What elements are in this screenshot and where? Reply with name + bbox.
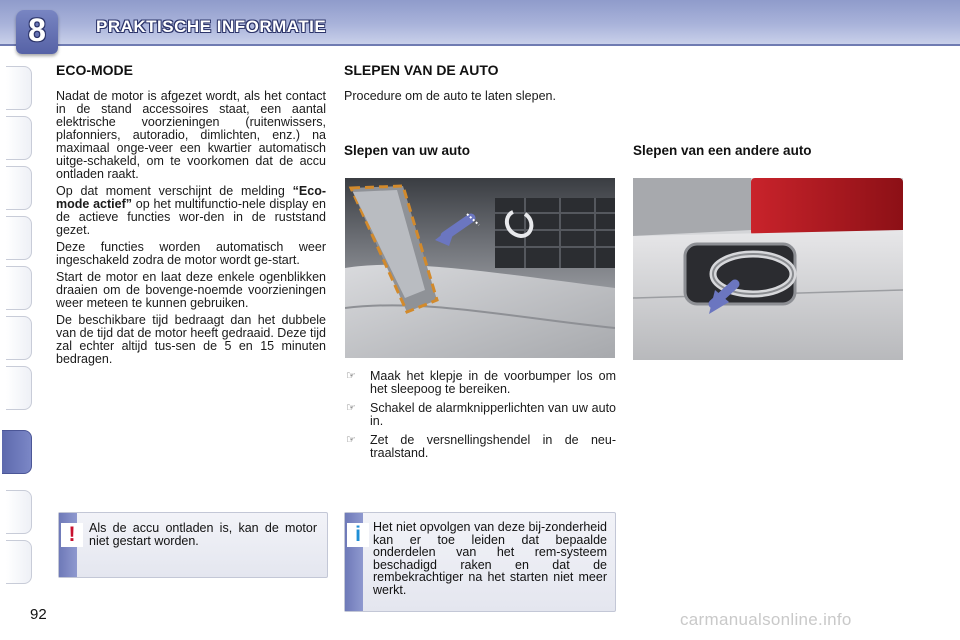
eco-mode-paragraph: Deze functies worden automatisch weer ingeschakeld zodra de motor wordt ge-start.	[56, 240, 326, 267]
eco-mode-section	[56, 62, 326, 370]
towing-title: SLEPEN VAN DE AUTO	[344, 62, 499, 78]
warning-icon: !	[61, 523, 83, 547]
watermark: carmanualsonline.info	[680, 610, 852, 629]
info-icon: i	[347, 523, 369, 547]
rail-tab-2[interactable]	[6, 116, 32, 160]
rail-tab-5[interactable]	[6, 266, 32, 310]
eco-mode-text: op het multifunctio-nele display en de actieve functies wor-den in de ruststand gezet.	[56, 197, 326, 237]
step-text: Zet de versnellingshendel in de neu-traalstand.	[370, 433, 616, 460]
rail-tab-10[interactable]	[6, 540, 32, 584]
info-note	[344, 512, 616, 612]
eco-mode-title: ECO-MODE	[56, 62, 133, 78]
hand-pointer-icon: ☞	[346, 434, 356, 446]
list-item	[344, 370, 616, 396]
eco-mode-paragraph: Start de motor en laat deze enkele ogenblikken draaien om de bovenge-noemde voorzieningen weer meteen te kunnen gebruiken.	[56, 270, 326, 310]
towing-section	[344, 62, 624, 103]
chapter-number: 8	[28, 12, 46, 48]
eco-mode-message: “Eco-mode actief”	[56, 184, 326, 211]
header-divider	[0, 44, 960, 46]
other-car-title: Slepen van een andere auto	[633, 143, 812, 158]
eco-mode-paragraph: Nadat de motor is afgezet wordt, als het contact in de stand accessoires staat, een aantal elektrische voorzieningen (ruitenwissers, plafonniers, autoradio, dimlichten, enz.) na maximaal onge-veer een kwartier automatisch uitge-schakeld, om te voorkomen dat de accu ontladen raakt.	[56, 89, 326, 181]
rail-tab-1[interactable]	[6, 66, 32, 110]
step-text: Schakel de alarmknipperlichten van uw auto in.	[370, 401, 616, 428]
hand-pointer-icon: ☞	[346, 370, 356, 382]
chapter-title: PRAKTISCHE INFORMATIE	[96, 17, 327, 36]
rail-tab-7[interactable]	[6, 366, 32, 410]
chapter-tab	[16, 10, 58, 54]
towing-intro: Procedure om de auto te laten slepen.	[344, 89, 556, 103]
chapter-rail	[0, 60, 34, 580]
own-car-title: Slepen van uw auto	[344, 143, 471, 158]
hand-pointer-icon: ☞	[346, 402, 356, 414]
towing-steps	[344, 370, 616, 466]
warning-note	[58, 512, 328, 578]
rail-tab-8-active[interactable]	[2, 430, 32, 474]
list-item	[344, 434, 616, 460]
bumper-flap-illustration	[345, 178, 615, 358]
rail-tab-9[interactable]	[6, 490, 32, 534]
rail-tab-4[interactable]	[6, 216, 32, 260]
eco-mode-paragraph: De beschikbare tijd bedraagt dan het dubbele van de tijd dat de motor heeft gedraaid. Deze tijd zal echter altijd tus-sen de 5 en 15 minuten bedragen.	[56, 313, 326, 366]
info-text: Het niet opvolgen van deze bij-zonderheid kan er toe leiden dat bepaalde onderdelen van het rem-systeem beschadigd raken en dat de rembekrachtiger na het starten niet meer werkt.	[373, 520, 607, 597]
list-item	[344, 402, 616, 428]
rail-tab-6[interactable]	[6, 316, 32, 360]
step-text: Maak het klepje in de voorbumper los om het sleepoog te bereiken.	[370, 369, 616, 396]
eco-mode-text: Op dat moment verschijnt de melding	[56, 184, 293, 198]
eco-mode-paragraph	[56, 185, 326, 237]
warning-text: Als de accu ontladen is, kan de motor niet gestart worden.	[89, 521, 317, 548]
page-number: 92	[30, 606, 47, 623]
rear-towing-eye-illustration	[633, 178, 903, 360]
rail-tab-3[interactable]	[6, 166, 32, 210]
